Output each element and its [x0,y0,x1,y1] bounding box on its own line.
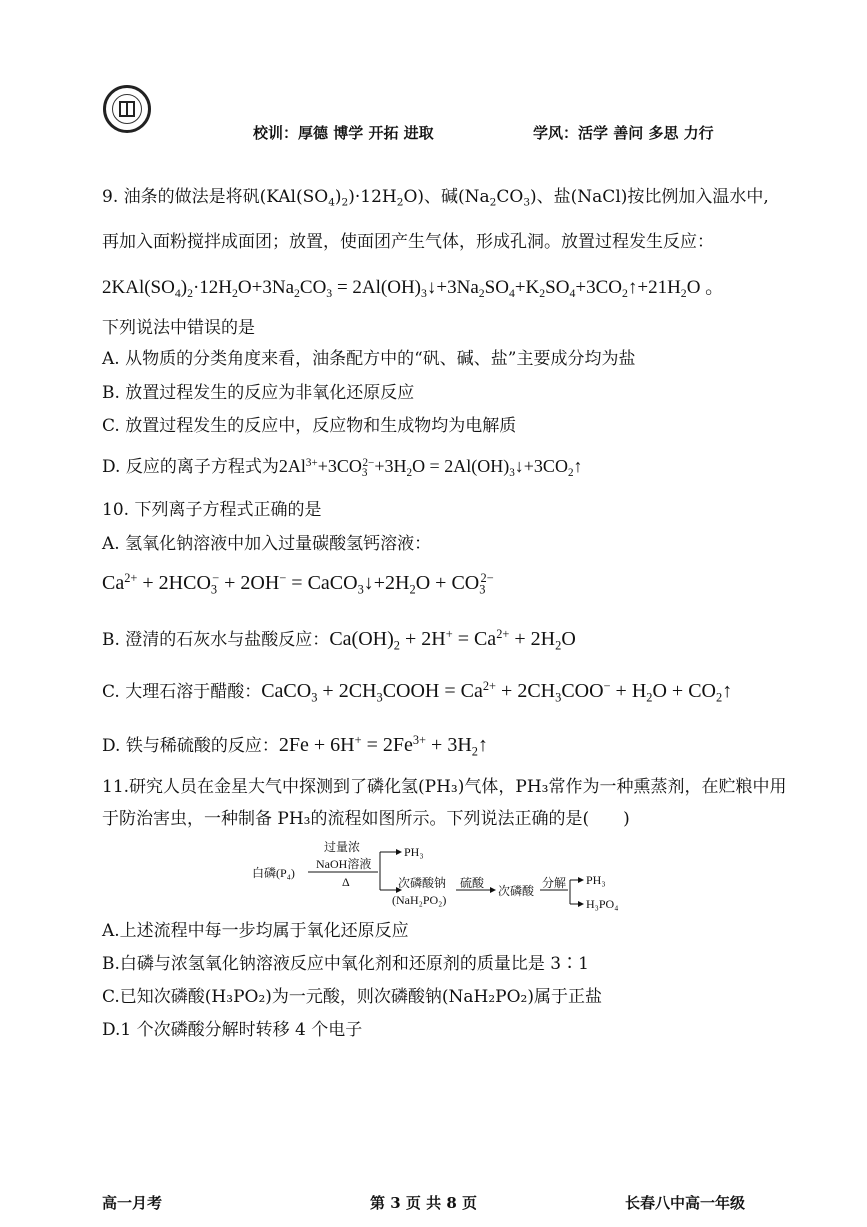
flow-heat: Δ [342,875,350,889]
flow-sodium-hypophosphite: 次磷酸钠 [398,876,447,890]
footer-school-grade: 长春八中高一年级 [625,1194,746,1212]
flow-ph3-gas: PH₃ [404,845,424,859]
q11-option-d: D.1 个次磷酸分解时转移 4 个电子 [102,1020,363,1040]
footer-exam-name: 高一月考 [102,1194,163,1212]
study-motto: 学风：活学 善问 多思 力行 [533,124,714,142]
flow-white-phosphorus: 白磷(P₄) [252,866,295,880]
school-logo [103,85,151,133]
flow-phosphoric-acid: H₃PO₄ [586,897,619,911]
q9-stem: 下列说法中错误的是 [102,318,255,338]
flow-sodium-hypophosphite-formula: (NaH₂PO₂) [392,893,447,907]
flow-final-ph3: PH₃ [586,873,606,887]
q10-stem: 10. 下列离子方程式正确的是 [102,500,322,520]
q10-option-b: B. 澄清的石灰水与盐酸反应：$Ca(OH)_2 + 2H^+ = Ca^{2+} + 2H_2O$ [102,627,576,653]
q9-option-d: D. 反应的离子方程式为$2Al^{3+}+3CO_3^{2-}+3H_2O$ = $2Al(OH)_3↓+3CO_2↑$ [102,456,583,479]
flow-decompose: 分解 [542,876,567,890]
q9-line1: 9. 油条的做法是将矾$(KAl(SO_4)_2)\cdot 12H_2O$)、碱$(Na_2CO_3)$、盐(NaCl)按比例加入温水中, [102,187,769,209]
flow-reagent-naoh: NaOH溶液 [316,857,372,871]
flow-reagent-top: 过量浓 [324,840,361,854]
q10-option-c: C. 大理石溶于醋酸：CaCO$_3$ + $2CH_3COOH = Ca^{2+} + 2CH_3COO^- + H_2O$ + $CO_2↑$ [102,679,733,705]
footer-page-number: 第 3 页 共 8 页 [370,1194,477,1212]
q10-option-a-equation: $Ca^{2+} + 2HCO_3^- + 2OH^-$ = $CaCO_3↓+2H_2O + CO_3^{2-}$ [102,571,494,597]
flow-hypophosphorous-acid: 次磷酸 [498,884,535,898]
q11-option-a: A.上述流程中每一步均属于氧化还原反应 [102,921,409,941]
q11-flow-diagram [252,836,632,914]
q10-option-d: D. 铁与稀硫酸的反应：$2Fe + 6H^+ = 2Fe^{3+}$ + $3H_2↑$ [102,733,488,759]
q9-option-c: C. 放置过程发生的反应中，反应物和生成物均为电解质 [102,416,517,436]
q9-option-a: A. 从物质的分类角度来看，油条配方中的“矾、碱、盐”主要成分均为盐 [102,349,636,369]
q9-option-b: B. 放置过程发生的反应为非氧化还原反应 [102,383,415,403]
q9-line2: 再加入面粉搅拌成面团；放置，使面团产生气体，形成孔洞。放置过程发生反应： [102,232,714,252]
q11-stem-line2: 于防治害虫，一种制备 PH₃的流程如图所示。下列说法正确的是( ) [102,809,630,829]
q10-option-a: A. 氢氧化钠溶液中加入过量碳酸氢钙溶液： [102,534,432,554]
flow-sulfuric-acid: 硫酸 [460,876,485,890]
q9-reaction-equation: $2KAl(SO_4)_2\cdot 12H_2O+3Na_2CO_3$ = $2Al(OH)_3↓+3Na_2SO_4+K_2SO_4+3CO_2↑+21H_2O$ 。 [102,277,725,301]
q11-stem-line1: 11.研究人员在金星大气中探测到了磷化氢(PH₃)气体，PH₃常作为一种熏蒸剂，在贮粮中用 [102,777,787,797]
school-motto: 校训：厚德 博学 开拓 进取 [253,124,434,142]
logo-book-icon [119,101,135,117]
q11-option-b: B.白磷与浓氢氧化钠溶液反应中氧化剂和还原剂的质量比是 3∶1 [102,954,589,974]
q11-option-c: C.已知次磷酸(H₃PO₂)为一元酸，则次磷酸钠(NaH₂PO₂)属于正盐 [102,987,603,1007]
